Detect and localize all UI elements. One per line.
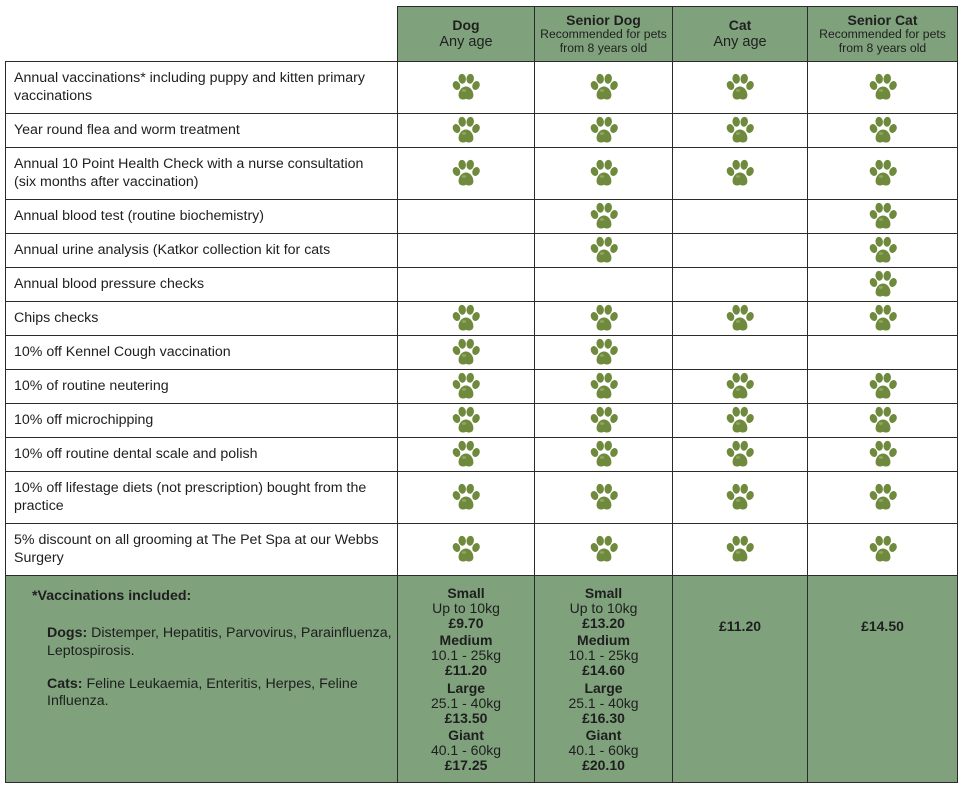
paw-print-icon [588,412,620,429]
tier-price: £13.50 [444,709,488,726]
inclusion-cell [808,62,958,114]
paw-print-icon [588,489,620,506]
inclusion-cell [673,200,808,234]
tier-size: Large [446,679,486,696]
paw-print-icon [867,489,899,506]
table-row [6,404,958,438]
pricing-row [6,576,958,783]
inclusion-cell [535,472,673,524]
benefit-label: Chips checks [6,302,398,336]
paw-print-icon [867,378,899,395]
inclusion-cell [535,370,673,404]
table-row [6,370,958,404]
benefit-label: 5% discount on all grooming at The Pet Spa at our Webbs Surgery [6,524,398,576]
table-row [6,234,958,268]
price-tier [398,728,534,772]
paw-print-icon [450,541,482,558]
column-subtitle: Any age [439,33,493,50]
inclusion-cell [808,148,958,200]
tier-weight-range: 25.1 - 40kg [430,694,502,711]
paw-print-icon [588,541,620,558]
inclusion-cell [398,268,535,302]
column-title: Senior Cat [847,11,918,28]
benefit-label: 10% of routine neutering [6,370,398,404]
inclusion-cell [398,302,535,336]
senior-dog-price-list [535,576,673,783]
inclusion-cell [808,438,958,472]
senior-cat-price: £14.50 [808,576,958,783]
benefit-label: 10% off microchipping [6,404,398,438]
footnote-cats-text: Feline Leukaemia, Enteritis, Herpes, Feline Influenza. [47,675,358,710]
tier-weight-range: Up to 10kg [432,599,500,616]
tier-price: £20.10 [582,757,625,774]
table-row [6,62,958,114]
inclusion-cell [808,472,958,524]
footnote-cats-label: Cats: [47,675,83,692]
paw-print-icon [867,208,899,225]
tier-price: £9.70 [448,614,484,631]
inclusion-cell [673,404,808,438]
column-header-cat [673,7,808,62]
tier-size: Medium [439,632,493,649]
paw-print-icon [450,310,482,327]
paw-print-icon [724,79,756,96]
column-header-senior-dog [535,7,673,62]
inclusion-cell [398,200,535,234]
column-subtitle: Recommended for pets from 8 years old [819,27,946,55]
tier-price: £11.20 [444,662,488,679]
inclusion-cell [808,404,958,438]
paw-print-icon [588,446,620,463]
benefit-label: 10% off lifestage diets (not prescription) bought from the practice [6,472,398,524]
paw-print-icon [867,276,899,293]
paw-print-icon [867,446,899,463]
paw-print-icon [450,378,482,395]
inclusion-cell [398,148,535,200]
paw-print-icon [724,378,756,395]
inclusion-cell [535,438,673,472]
inclusion-cell [673,472,808,524]
tier-weight-range: 40.1 - 60kg [568,742,639,759]
paw-print-icon [724,310,756,327]
footnote-dogs [47,625,397,660]
inclusion-cell [808,268,958,302]
inclusion-cell [673,148,808,200]
tier-price: £17.25 [444,757,488,774]
paw-print-icon [588,344,620,361]
footnote-dogs-label: Dogs: [47,625,88,642]
benefit-label: Annual blood pressure checks [6,268,398,302]
inclusion-cell [398,370,535,404]
inclusion-cell [808,524,958,576]
inclusion-cell [673,234,808,268]
paw-print-icon [867,412,899,429]
paw-print-icon [724,489,756,506]
inclusion-cell [398,336,535,370]
paw-print-icon [450,122,482,139]
inclusion-cell [673,268,808,302]
paw-print-icon [867,165,899,182]
inclusion-cell [673,336,808,370]
tier-weight-range: 25.1 - 40kg [568,694,639,711]
paw-print-icon [450,79,482,96]
tier-weight-range: 10.1 - 25kg [568,647,639,664]
price-tier [535,633,672,677]
inclusion-cell [808,336,958,370]
price-tier [535,728,672,772]
price-tier [398,586,534,630]
inclusion-cell [673,62,808,114]
table-row [6,200,958,234]
benefit-label: Annual vaccinations* including puppy and kitten primary vaccinations [6,62,398,114]
column-title: Cat [728,17,752,34]
tier-size: Medium [577,632,630,649]
paw-print-icon [724,122,756,139]
column-subtitle: Any age [713,33,767,50]
price-tier [535,681,672,725]
benefit-label: Annual urine analysis (Katkor collection kit for cats [6,234,398,268]
column-title: Dog [452,17,480,34]
table-row [6,148,958,200]
inclusion-cell [673,370,808,404]
column-header-senior-cat [808,7,958,62]
footnote-title: *Vaccinations included: [32,588,192,604]
tier-size: Large [584,679,623,696]
footnote-dogs-text: Distemper, Hepatitis, Parvovirus, Parainfluenza, Leptospirosis. [47,625,392,659]
inclusion-cell [673,438,808,472]
inclusion-cell [535,302,673,336]
paw-print-icon [588,122,620,139]
paw-print-icon [724,165,756,182]
inclusion-cell [808,200,958,234]
inclusion-cell [673,302,808,336]
paw-print-icon [724,541,756,558]
inclusion-cell [808,370,958,404]
inclusion-cell [398,404,535,438]
table-row [6,524,958,576]
paw-print-icon [867,122,899,139]
table-row [6,336,958,370]
paw-print-icon [450,446,482,463]
inclusion-cell [535,268,673,302]
inclusion-cell [398,234,535,268]
vaccination-footnote [6,576,398,783]
inclusion-cell [535,62,673,114]
paw-print-icon [450,344,482,361]
paw-print-icon [867,242,899,259]
inclusion-cell [808,234,958,268]
inclusion-cell [535,114,673,148]
paw-print-icon [588,208,620,225]
tier-price: £16.30 [582,709,625,726]
benefit-label: Annual 10 Point Health Check with a nurse consultation (six months after vaccination) [6,148,398,200]
benefit-rows [6,62,958,576]
tier-price: £13.20 [582,614,625,631]
inclusion-cell [535,234,673,268]
column-subtitle: Recommended for pets from 8 years old [540,27,667,55]
inclusion-cell [535,524,673,576]
tier-price: £14.60 [582,662,625,679]
paw-print-icon [867,310,899,327]
tier-size: Giant [448,727,484,744]
inclusion-cell [398,114,535,148]
tier-weight-range: 10.1 - 25kg [430,647,502,664]
column-title: Senior Dog [566,11,641,28]
inclusion-cell [398,438,535,472]
paw-print-icon [867,541,899,558]
paw-print-icon [588,378,620,395]
price-tier [535,586,672,630]
benefit-label: Year round flea and worm treatment [6,114,398,148]
tier-weight-range: 40.1 - 60kg [430,742,502,759]
table-corner [6,7,398,62]
paw-print-icon [724,446,756,463]
cat-price: £11.20 [673,576,808,783]
inclusion-cell [535,404,673,438]
price-tier [398,681,534,725]
paw-print-icon [588,165,620,182]
paw-print-icon [450,412,482,429]
tier-weight-range: Up to 10kg [569,599,638,616]
benefit-label: Annual blood test (routine biochemistry) [6,200,398,234]
tier-size: Small [447,585,485,601]
inclusion-cell [535,148,673,200]
inclusion-cell [535,336,673,370]
footnote-cats [47,676,397,711]
tier-size: Giant [585,727,622,744]
tier-size: Small [584,585,623,601]
inclusion-cell [808,114,958,148]
inclusion-cell [398,524,535,576]
paw-print-icon [450,165,482,182]
inclusion-cell [398,472,535,524]
table-row [6,472,958,524]
inclusion-cell [535,200,673,234]
inclusion-cell [808,302,958,336]
table-row [6,114,958,148]
column-header-dog [398,7,535,62]
dog-price-list [398,576,535,783]
inclusion-cell [673,114,808,148]
inclusion-cell [398,62,535,114]
benefit-label: 10% off Kennel Cough vaccination [6,336,398,370]
table-row [6,438,958,472]
table-row [6,302,958,336]
paw-print-icon [724,412,756,429]
paw-print-icon [450,489,482,506]
table-row [6,268,958,302]
inclusion-cell [673,524,808,576]
paw-print-icon [588,242,620,259]
paw-print-icon [588,310,620,327]
paw-print-icon [867,79,899,96]
price-tier [398,633,534,677]
paw-print-icon [588,79,620,96]
benefit-label: 10% off routine dental scale and polish [6,438,398,472]
plan-comparison-table [5,6,958,783]
